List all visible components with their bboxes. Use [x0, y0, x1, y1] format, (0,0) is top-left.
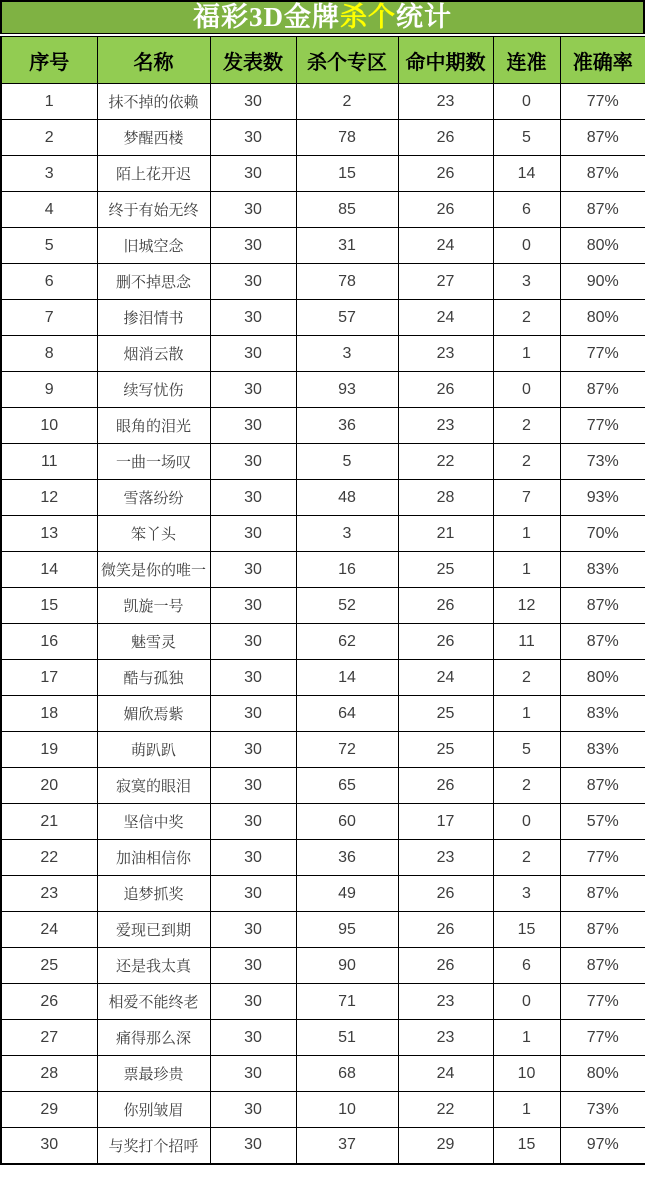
cell-hits: 23	[398, 84, 493, 120]
cell-name: 微笑是你的唯一	[97, 552, 210, 588]
col-header-streak: 连准	[493, 37, 560, 84]
cell-index: 10	[1, 408, 97, 444]
cell-index: 23	[1, 876, 97, 912]
table-row	[1, 804, 645, 840]
cell-accuracy: 87%	[560, 192, 645, 228]
table-header	[1, 37, 645, 84]
cell-streak: 0	[493, 984, 560, 1020]
cell-hits: 28	[398, 480, 493, 516]
cell-published: 30	[210, 228, 296, 264]
cell-streak: 15	[493, 912, 560, 948]
cell-name: 烟消云散	[97, 336, 210, 372]
cell-name: 相爱不能终老	[97, 984, 210, 1020]
cell-killzone: 14	[296, 660, 398, 696]
cell-killzone: 51	[296, 1020, 398, 1056]
cell-index: 17	[1, 660, 97, 696]
table-row	[1, 948, 645, 984]
cell-index: 15	[1, 588, 97, 624]
cell-index: 26	[1, 984, 97, 1020]
cell-killzone: 3	[296, 336, 398, 372]
cell-accuracy: 87%	[560, 588, 645, 624]
cell-published: 30	[210, 84, 296, 120]
cell-name: 痛得那么深	[97, 1020, 210, 1056]
cell-hits: 24	[398, 1056, 493, 1092]
page-title	[0, 0, 645, 34]
cell-published: 30	[210, 840, 296, 876]
table-row	[1, 1020, 645, 1056]
table-row	[1, 156, 645, 192]
cell-published: 30	[210, 912, 296, 948]
cell-accuracy: 87%	[560, 912, 645, 948]
cell-streak: 1	[493, 336, 560, 372]
col-header-index: 序号	[1, 37, 97, 84]
cell-hits: 24	[398, 300, 493, 336]
cell-killzone: 48	[296, 480, 398, 516]
cell-hits: 23	[398, 408, 493, 444]
cell-accuracy: 77%	[560, 84, 645, 120]
cell-accuracy: 87%	[560, 768, 645, 804]
table-row	[1, 1128, 645, 1164]
cell-streak: 2	[493, 300, 560, 336]
cell-name: 陌上花开迟	[97, 156, 210, 192]
cell-hits: 25	[398, 552, 493, 588]
cell-streak: 2	[493, 840, 560, 876]
cell-published: 30	[210, 624, 296, 660]
cell-accuracy: 90%	[560, 264, 645, 300]
cell-name: 删不掉思念	[97, 264, 210, 300]
cell-killzone: 37	[296, 1128, 398, 1164]
cell-accuracy: 77%	[560, 840, 645, 876]
cell-published: 30	[210, 480, 296, 516]
cell-accuracy: 77%	[560, 1020, 645, 1056]
cell-hits: 26	[398, 156, 493, 192]
table-row	[1, 876, 645, 912]
cell-name: 加油相信你	[97, 840, 210, 876]
cell-streak: 3	[493, 264, 560, 300]
cell-streak: 10	[493, 1056, 560, 1092]
table-row	[1, 120, 645, 156]
table-row	[1, 228, 645, 264]
cell-hits: 24	[398, 228, 493, 264]
cell-published: 30	[210, 1020, 296, 1056]
cell-name: 终于有始无终	[97, 192, 210, 228]
cell-published: 30	[210, 1128, 296, 1164]
table-row	[1, 1092, 645, 1128]
cell-streak: 14	[493, 156, 560, 192]
cell-hits: 25	[398, 732, 493, 768]
cell-killzone: 2	[296, 84, 398, 120]
cell-killzone: 15	[296, 156, 398, 192]
cell-published: 30	[210, 804, 296, 840]
cell-accuracy: 87%	[560, 120, 645, 156]
cell-killzone: 90	[296, 948, 398, 984]
table-row	[1, 408, 645, 444]
cell-index: 5	[1, 228, 97, 264]
cell-killzone: 10	[296, 1092, 398, 1128]
cell-killzone: 64	[296, 696, 398, 732]
cell-hits: 25	[398, 696, 493, 732]
cell-name: 与奖打个招呼	[97, 1128, 210, 1164]
cell-index: 8	[1, 336, 97, 372]
col-header-killzone: 杀个专区	[296, 37, 398, 84]
col-header-hits: 命中期数	[398, 37, 493, 84]
table-row	[1, 1056, 645, 1092]
table-row	[1, 372, 645, 408]
cell-killzone: 95	[296, 912, 398, 948]
cell-name: 媚欣焉紫	[97, 696, 210, 732]
cell-index: 9	[1, 372, 97, 408]
cell-index: 25	[1, 948, 97, 984]
cell-accuracy: 83%	[560, 552, 645, 588]
cell-name: 抹不掉的依赖	[97, 84, 210, 120]
cell-killzone: 57	[296, 300, 398, 336]
cell-accuracy: 87%	[560, 624, 645, 660]
cell-hits: 29	[398, 1128, 493, 1164]
cell-index: 29	[1, 1092, 97, 1128]
cell-name: 你别皱眉	[97, 1092, 210, 1128]
cell-name: 凯旋一号	[97, 588, 210, 624]
table-row	[1, 588, 645, 624]
cell-accuracy: 77%	[560, 336, 645, 372]
cell-published: 30	[210, 948, 296, 984]
cell-accuracy: 83%	[560, 732, 645, 768]
cell-name: 眼角的泪光	[97, 408, 210, 444]
cell-hits: 26	[398, 120, 493, 156]
cell-published: 30	[210, 588, 296, 624]
table-body	[1, 84, 645, 1164]
cell-streak: 1	[493, 1092, 560, 1128]
cell-hits: 26	[398, 876, 493, 912]
table-row	[1, 696, 645, 732]
cell-index: 30	[1, 1128, 97, 1164]
cell-killzone: 16	[296, 552, 398, 588]
cell-index: 14	[1, 552, 97, 588]
cell-published: 30	[210, 120, 296, 156]
title-prefix: 福彩3D金牌	[193, 2, 340, 32]
cell-hits: 26	[398, 192, 493, 228]
cell-index: 28	[1, 1056, 97, 1092]
cell-accuracy: 97%	[560, 1128, 645, 1164]
cell-published: 30	[210, 660, 296, 696]
cell-hits: 23	[398, 840, 493, 876]
cell-index: 4	[1, 192, 97, 228]
cell-streak: 6	[493, 192, 560, 228]
cell-hits: 26	[398, 948, 493, 984]
cell-index: 1	[1, 84, 97, 120]
cell-accuracy: 93%	[560, 480, 645, 516]
table-row	[1, 624, 645, 660]
cell-streak: 0	[493, 84, 560, 120]
table-row	[1, 480, 645, 516]
table-row	[1, 912, 645, 948]
cell-published: 30	[210, 336, 296, 372]
cell-hits: 23	[398, 1020, 493, 1056]
table-row	[1, 660, 645, 696]
cell-killzone: 5	[296, 444, 398, 480]
cell-accuracy: 83%	[560, 696, 645, 732]
cell-accuracy: 87%	[560, 876, 645, 912]
cell-streak: 5	[493, 120, 560, 156]
cell-index: 18	[1, 696, 97, 732]
cell-index: 21	[1, 804, 97, 840]
cell-killzone: 72	[296, 732, 398, 768]
cell-killzone: 93	[296, 372, 398, 408]
cell-published: 30	[210, 516, 296, 552]
cell-index: 11	[1, 444, 97, 480]
cell-index: 12	[1, 480, 97, 516]
cell-streak: 6	[493, 948, 560, 984]
table-row	[1, 444, 645, 480]
cell-name: 雪落纷纷	[97, 480, 210, 516]
cell-published: 30	[210, 408, 296, 444]
cell-published: 30	[210, 1092, 296, 1128]
cell-hits: 21	[398, 516, 493, 552]
cell-streak: 7	[493, 480, 560, 516]
cell-accuracy: 57%	[560, 804, 645, 840]
table-row	[1, 552, 645, 588]
table-row	[1, 264, 645, 300]
cell-accuracy: 80%	[560, 1056, 645, 1092]
table-row	[1, 732, 645, 768]
cell-hits: 23	[398, 984, 493, 1020]
cell-hits: 27	[398, 264, 493, 300]
cell-name: 旧城空念	[97, 228, 210, 264]
cell-killzone: 36	[296, 840, 398, 876]
cell-hits: 23	[398, 336, 493, 372]
cell-name: 续写忧伤	[97, 372, 210, 408]
cell-published: 30	[210, 552, 296, 588]
cell-streak: 0	[493, 804, 560, 840]
cell-hits: 24	[398, 660, 493, 696]
cell-published: 30	[210, 300, 296, 336]
col-header-name: 名称	[97, 37, 210, 84]
title-highlight: 杀个	[340, 2, 396, 32]
cell-name: 寂寞的眼泪	[97, 768, 210, 804]
cell-index: 19	[1, 732, 97, 768]
cell-streak: 2	[493, 408, 560, 444]
cell-published: 30	[210, 732, 296, 768]
title-suffix: 统计	[396, 2, 452, 32]
cell-killzone: 71	[296, 984, 398, 1020]
cell-accuracy: 80%	[560, 300, 645, 336]
cell-accuracy: 77%	[560, 984, 645, 1020]
cell-accuracy: 77%	[560, 408, 645, 444]
cell-name: 魅雪灵	[97, 624, 210, 660]
cell-killzone: 62	[296, 624, 398, 660]
cell-index: 27	[1, 1020, 97, 1056]
cell-streak: 0	[493, 228, 560, 264]
cell-hits: 26	[398, 912, 493, 948]
cell-index: 7	[1, 300, 97, 336]
cell-published: 30	[210, 768, 296, 804]
cell-name: 笨丫头	[97, 516, 210, 552]
cell-accuracy: 87%	[560, 948, 645, 984]
cell-name: 萌趴趴	[97, 732, 210, 768]
cell-index: 22	[1, 840, 97, 876]
cell-published: 30	[210, 264, 296, 300]
cell-hits: 22	[398, 1092, 493, 1128]
cell-accuracy: 73%	[560, 1092, 645, 1128]
cell-killzone: 65	[296, 768, 398, 804]
cell-name: 爱现已到期	[97, 912, 210, 948]
cell-hits: 26	[398, 372, 493, 408]
cell-published: 30	[210, 984, 296, 1020]
cell-index: 24	[1, 912, 97, 948]
cell-published: 30	[210, 1056, 296, 1092]
cell-streak: 11	[493, 624, 560, 660]
cell-index: 13	[1, 516, 97, 552]
cell-name: 坚信中奖	[97, 804, 210, 840]
cell-hits: 17	[398, 804, 493, 840]
cell-streak: 1	[493, 516, 560, 552]
cell-accuracy: 70%	[560, 516, 645, 552]
cell-name: 追梦抓奖	[97, 876, 210, 912]
col-header-accuracy: 准确率	[560, 37, 645, 84]
cell-streak: 1	[493, 1020, 560, 1056]
cell-hits: 26	[398, 588, 493, 624]
cell-killzone: 78	[296, 120, 398, 156]
cell-streak: 3	[493, 876, 560, 912]
cell-name: 一曲一场叹	[97, 444, 210, 480]
table-row	[1, 84, 645, 120]
cell-streak: 1	[493, 552, 560, 588]
cell-published: 30	[210, 192, 296, 228]
cell-published: 30	[210, 696, 296, 732]
table-row	[1, 984, 645, 1020]
cell-streak: 1	[493, 696, 560, 732]
cell-streak: 2	[493, 660, 560, 696]
cell-streak: 2	[493, 444, 560, 480]
cell-accuracy: 87%	[560, 372, 645, 408]
table-row	[1, 336, 645, 372]
cell-streak: 12	[493, 588, 560, 624]
cell-killzone: 60	[296, 804, 398, 840]
stats-table	[0, 36, 645, 1165]
cell-accuracy: 73%	[560, 444, 645, 480]
cell-hits: 26	[398, 768, 493, 804]
cell-killzone: 31	[296, 228, 398, 264]
cell-name: 还是我太真	[97, 948, 210, 984]
cell-name: 掺泪情书	[97, 300, 210, 336]
table-row	[1, 840, 645, 876]
header-row	[1, 37, 645, 84]
table-row	[1, 516, 645, 552]
cell-killzone: 49	[296, 876, 398, 912]
cell-accuracy: 80%	[560, 228, 645, 264]
cell-index: 16	[1, 624, 97, 660]
cell-index: 20	[1, 768, 97, 804]
cell-killzone: 68	[296, 1056, 398, 1092]
table-row	[1, 192, 645, 228]
cell-name: 酷与孤独	[97, 660, 210, 696]
cell-killzone: 78	[296, 264, 398, 300]
cell-killzone: 85	[296, 192, 398, 228]
cell-killzone: 36	[296, 408, 398, 444]
cell-index: 3	[1, 156, 97, 192]
cell-killzone: 52	[296, 588, 398, 624]
cell-streak: 15	[493, 1128, 560, 1164]
cell-published: 30	[210, 876, 296, 912]
cell-name: 梦醒西楼	[97, 120, 210, 156]
cell-name: 票最珍贵	[97, 1056, 210, 1092]
cell-streak: 2	[493, 768, 560, 804]
cell-published: 30	[210, 372, 296, 408]
col-header-published: 发表数	[210, 37, 296, 84]
cell-index: 6	[1, 264, 97, 300]
cell-hits: 22	[398, 444, 493, 480]
cell-published: 30	[210, 444, 296, 480]
cell-index: 2	[1, 120, 97, 156]
cell-streak: 0	[493, 372, 560, 408]
table-row	[1, 300, 645, 336]
cell-published: 30	[210, 156, 296, 192]
cell-streak: 5	[493, 732, 560, 768]
cell-hits: 26	[398, 624, 493, 660]
table-row	[1, 768, 645, 804]
cell-killzone: 3	[296, 516, 398, 552]
cell-accuracy: 87%	[560, 156, 645, 192]
cell-accuracy: 80%	[560, 660, 645, 696]
